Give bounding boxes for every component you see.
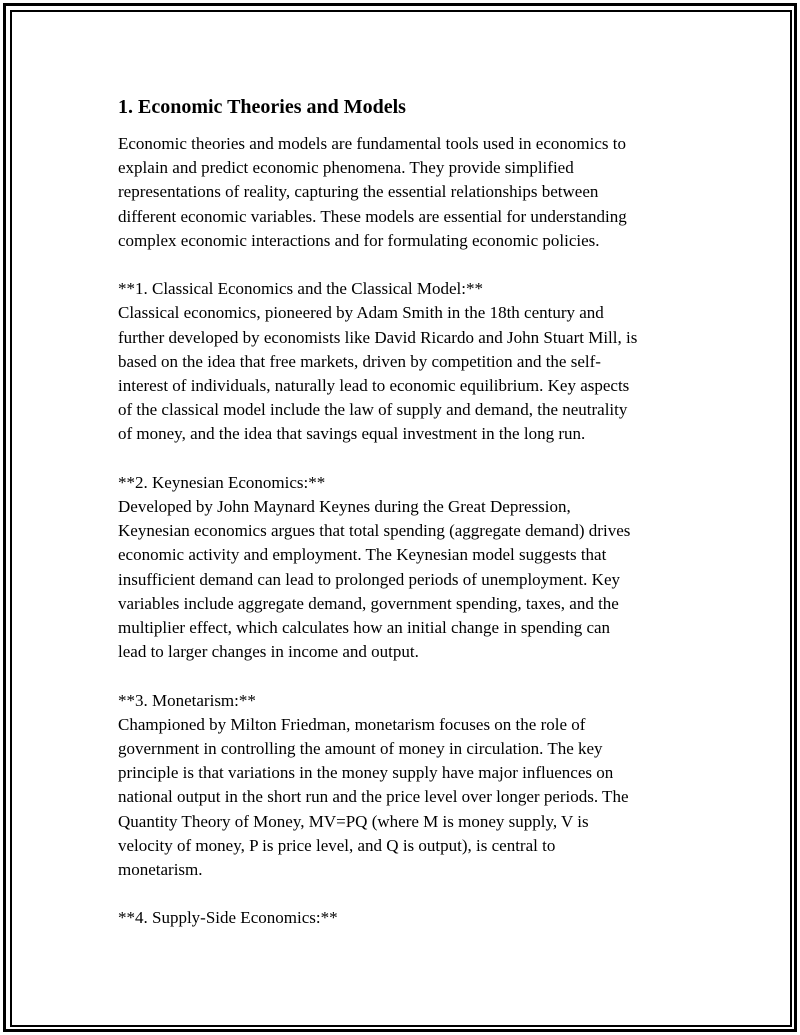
section-line: Developed by John Maynard Keynes during the Great Depression, <box>118 497 571 517</box>
section-heading: **3. Monetarism:** <box>118 690 256 710</box>
section-line: lead to larger changes in income and output. <box>118 642 419 662</box>
intro-line: representations of reality, capturing the essential relationships between <box>118 182 599 202</box>
section-line: Championed by Milton Friedman, monetarism focuses on the role of <box>118 714 586 734</box>
section-line: of the classical model include the law of supply and demand, the neutrality <box>118 400 628 420</box>
section-line: velocity of money, P is price level, and Q is output), is central to <box>118 835 556 855</box>
section-line: based on the idea that free markets, driven by competition and the self- <box>118 351 601 371</box>
section-heading: **2. Keynesian Economics:** <box>118 472 326 492</box>
intro-line: explain and predict economic phenomena. They provide simplified <box>118 158 574 178</box>
section-heading: **4. Supply-Side Economics:** <box>118 908 338 928</box>
section-line: Keynesian economics argues that total spending (aggregate demand) drives <box>118 521 631 541</box>
section-line: national output in the short run and the price level over longer periods. The <box>118 787 629 807</box>
intro-line: complex economic interactions and for formulating economic policies. <box>118 230 600 250</box>
section-line: Classical economics, pioneered by Adam Smith in the 18th century and <box>118 303 604 323</box>
section-line: further developed by economists like David Ricardo and John Stuart Mill, is <box>118 327 638 347</box>
document-body <box>118 94 688 955</box>
section-line: monetarism. <box>118 860 203 880</box>
section-line: principle is that variations in the money supply have major influences on <box>118 763 614 783</box>
intro-line: different economic variables. These models are essential for understanding <box>118 206 627 226</box>
section-line: of money, and the idea that savings equal investment in the long run. <box>118 424 586 444</box>
section-line: variables include aggregate demand, government spending, taxes, and the <box>118 593 619 613</box>
section-line: insufficient demand can lead to prolonged periods of unemployment. Key <box>118 569 620 589</box>
section-line: interest of individuals, naturally lead to economic equilibrium. Key aspects <box>118 376 630 396</box>
page-title: 1. Economic Theories and Models <box>118 96 406 118</box>
section-line: Quantity Theory of Money, MV=PQ (where M is money supply, V is <box>118 811 589 831</box>
intro-paragraph <box>118 132 688 253</box>
section-monetarism <box>118 689 688 883</box>
section-supply-side <box>118 906 688 930</box>
section-heading: **1. Classical Economics and the Classical Model:** <box>118 279 483 299</box>
intro-line: Economic theories and models are fundamental tools used in economics to <box>118 134 626 153</box>
section-line: government in controlling the amount of money in circulation. The key <box>118 739 603 759</box>
section-keynesian <box>118 471 688 665</box>
section-line: multiplier effect, which calculates how an initial change in spending can <box>118 618 611 638</box>
section-line: economic activity and employment. The Keynesian model suggests that <box>118 545 607 565</box>
section-classical <box>118 277 688 446</box>
